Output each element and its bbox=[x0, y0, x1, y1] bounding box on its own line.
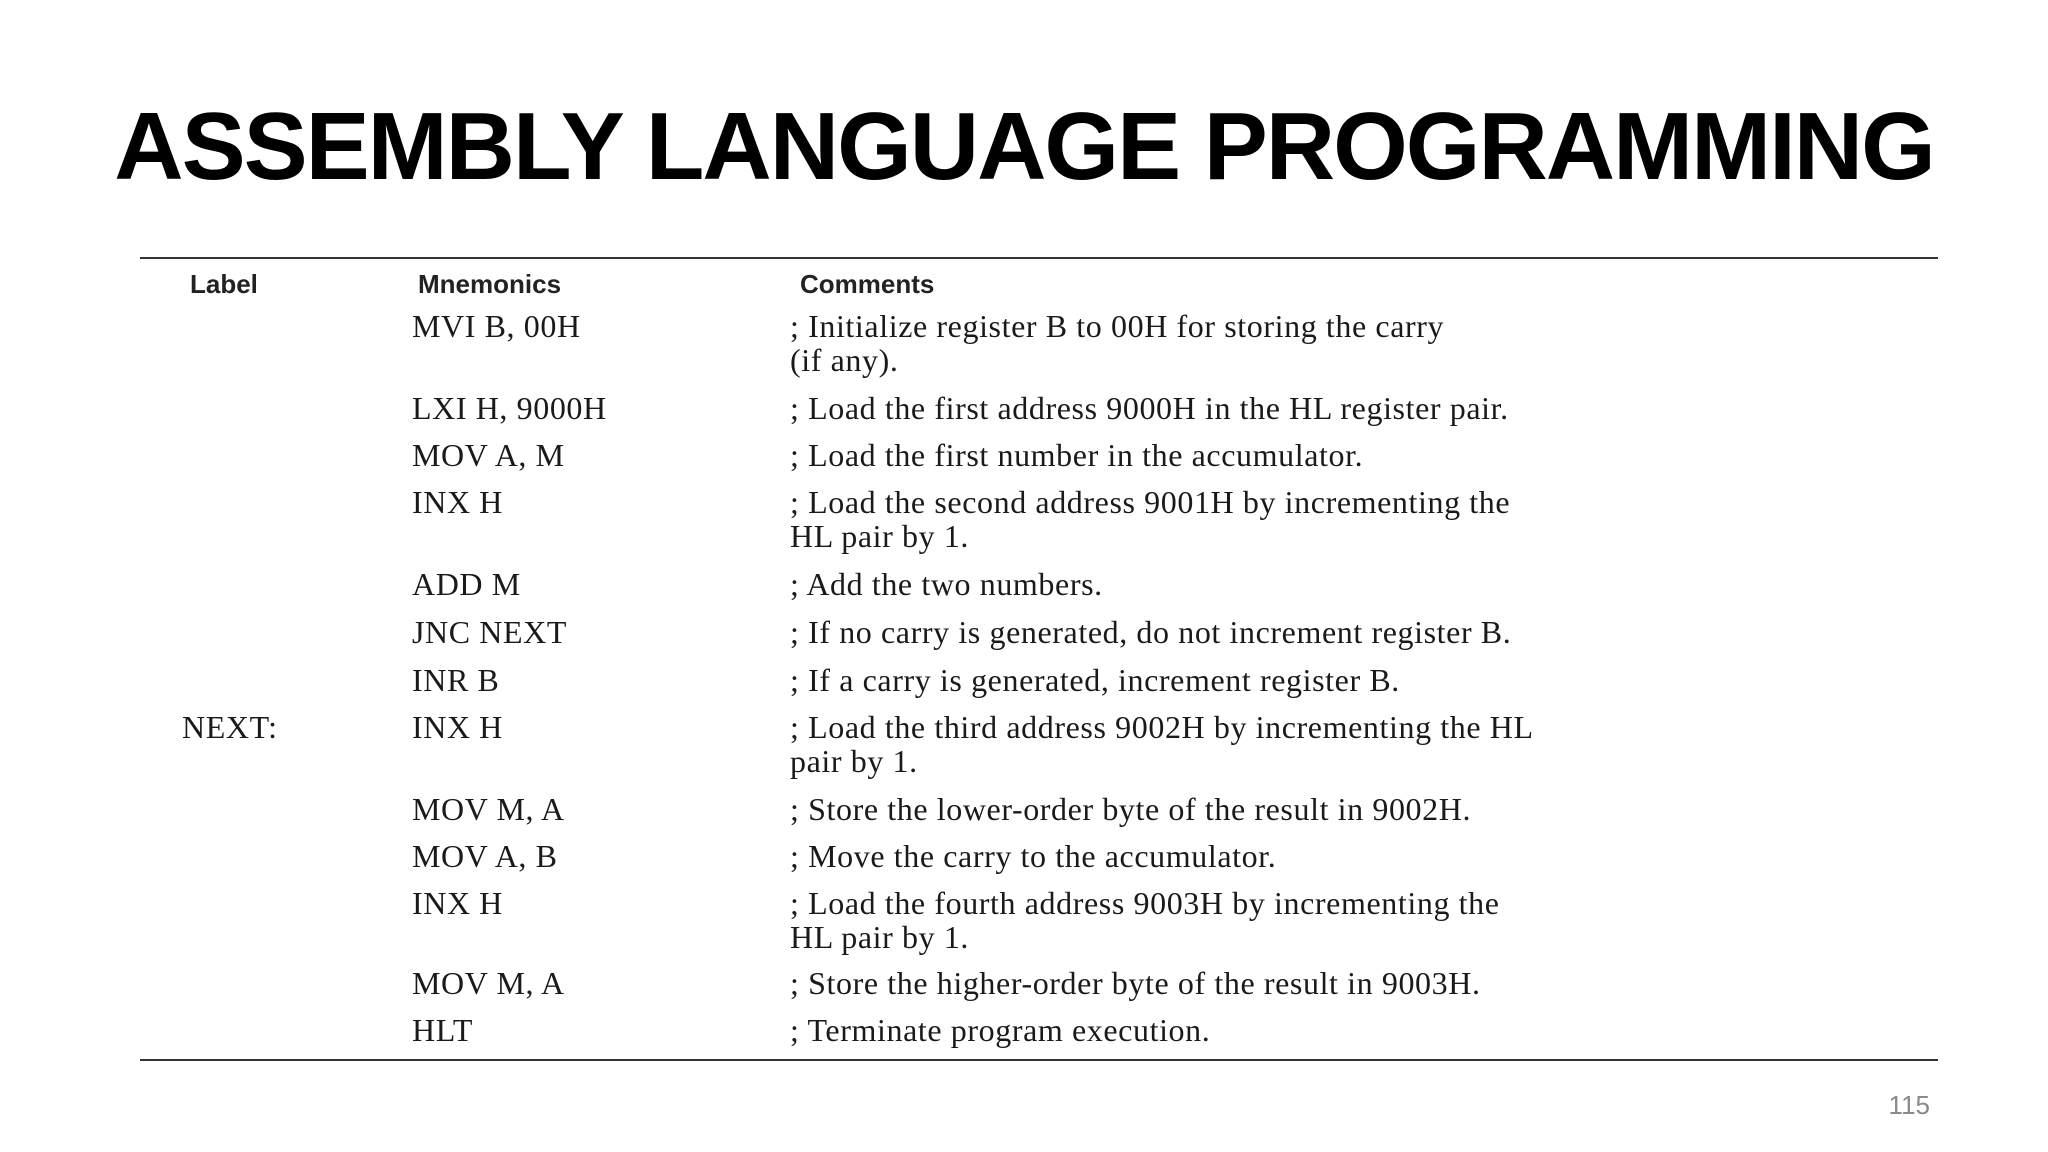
row-comment: ; If no carry is generated, do not increment register B. bbox=[790, 614, 1512, 650]
slide-title: ASSEMBLY LANGUAGE PROGRAMMING bbox=[114, 93, 1934, 200]
row-mnemonic: MVI B, 00H bbox=[412, 308, 581, 344]
row-comment: ; Load the third address 9002H by incrementing the HL pair by 1. bbox=[790, 709, 1534, 779]
header-comments: Comments bbox=[800, 269, 935, 299]
row-comment: ; Load the first address 9000H in the HL register pair. bbox=[790, 390, 1509, 426]
row-comment: ; Load the second address 9001H by incrementing the HL pair by 1. bbox=[790, 484, 1511, 554]
row-mnemonic: MOV M, A bbox=[412, 791, 565, 827]
code-table bbox=[140, 257, 1938, 1063]
row-mnemonic: INX H bbox=[412, 484, 503, 520]
row-mnemonic: INX H bbox=[412, 709, 503, 745]
table-top-rule bbox=[140, 257, 1938, 259]
row-mnemonic: INR B bbox=[412, 662, 500, 698]
row-comment: ; Load the fourth address 9003H by incrementing the HL pair by 1. bbox=[790, 885, 1500, 955]
row-comment: ; Store the higher-order byte of the result in 9003H. bbox=[790, 965, 1481, 1001]
table-bottom-rule bbox=[140, 1059, 1938, 1061]
row-mnemonic: INX H bbox=[412, 885, 503, 921]
row-label: NEXT: bbox=[182, 709, 278, 745]
row-mnemonic: MOV M, A bbox=[412, 965, 565, 1001]
row-comment: ; If a carry is generated, increment register B. bbox=[790, 662, 1400, 698]
row-comment: ; Store the lower-order byte of the result in 9002H. bbox=[790, 791, 1472, 827]
row-comment: ; Terminate program execution. bbox=[790, 1012, 1211, 1048]
header-mnemonics: Mnemonics bbox=[418, 269, 562, 299]
row-comment: ; Load the first number in the accumulator. bbox=[790, 437, 1364, 473]
header-label: Label bbox=[190, 269, 258, 299]
row-mnemonic: HLT bbox=[412, 1012, 474, 1048]
row-mnemonic: ADD M bbox=[412, 566, 521, 602]
row-comment: ; Initialize register B to 00H for storing the carry (if any). bbox=[790, 308, 1445, 378]
row-comment: ; Move the carry to the accumulator. bbox=[790, 838, 1277, 874]
row-mnemonic: LXI H, 9000H bbox=[412, 390, 607, 426]
row-comment: ; Add the two numbers. bbox=[790, 566, 1103, 602]
row-mnemonic: MOV A, M bbox=[412, 437, 565, 473]
page-number: 115 bbox=[1888, 1090, 1930, 1120]
row-mnemonic: MOV A, B bbox=[412, 838, 558, 874]
row-mnemonic: JNC NEXT bbox=[412, 614, 568, 650]
